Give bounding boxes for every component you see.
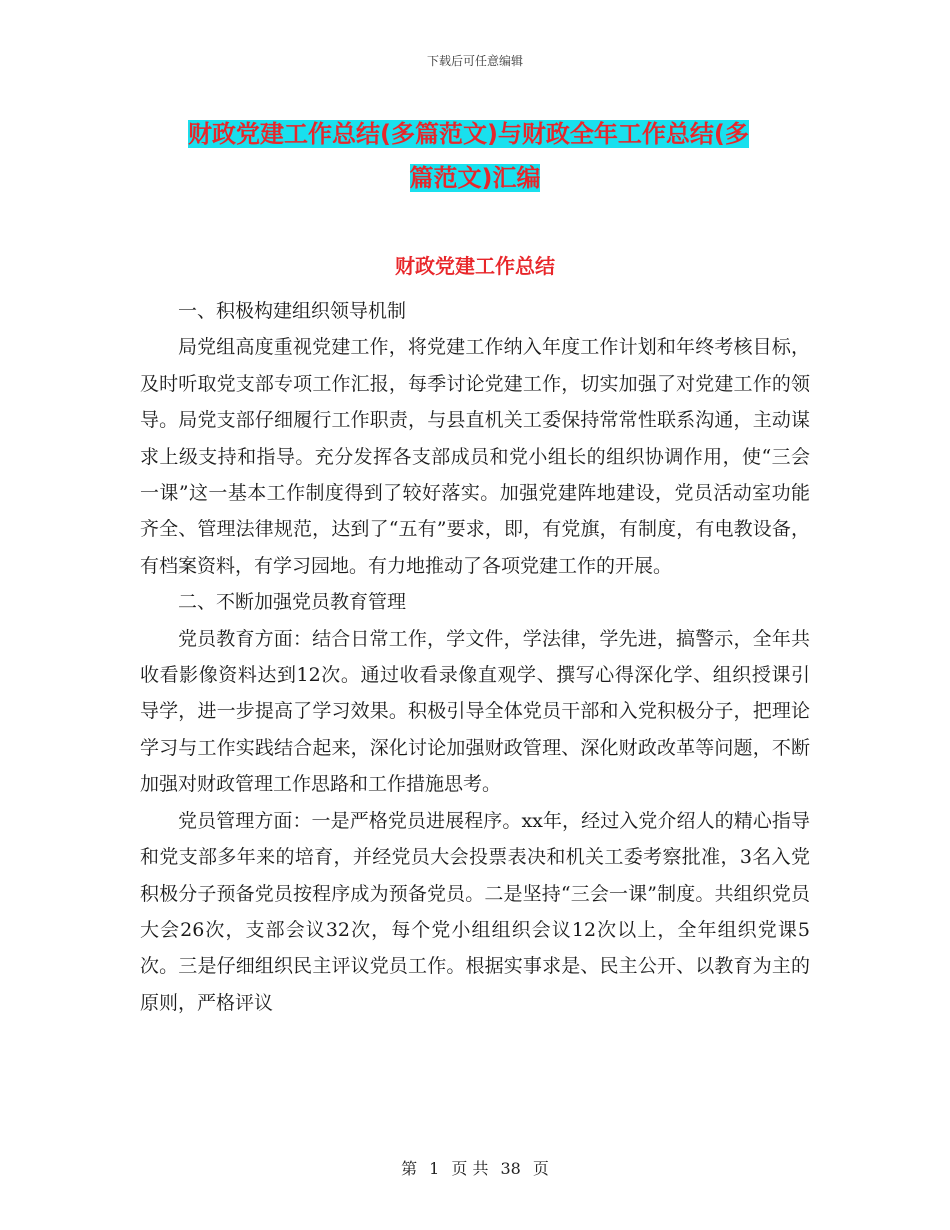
header-note: 下载后可任意编辑 — [426, 54, 523, 68]
page-footer — [0, 1156, 950, 1179]
page-total: 38 — [500, 1159, 521, 1178]
paragraph-3: 党员管理方面：一是严格党员进展程序。xx年，经过入党介绍人的精心指导和党支部多年来的培育，并经党员大会投票表决和机关工委考察批准，3名入党积极分子预备党员按程序成为预备党员。二是坚持“三会一课”制度。共组织党员大会26次，支部会议32次，每个党小组组织会议12次以上，全年组织党课5次。三是仔细组织民主评议党员工作。根据实事求是、民主公开、以教育为主的原则，严格评议 — [140, 809, 810, 1014]
section-heading-1: 一、积极构建组织领导机制 — [178, 300, 407, 322]
document-title-line-1: 财政党建工作总结(多篇范文)与财政全年工作总结(多 — [188, 120, 749, 148]
document-title — [140, 112, 810, 200]
section-title: 财政党建工作总结 — [395, 254, 555, 278]
paragraph-2: 党员教育方面：结合日常工作，学文件，学法律，学先进，搞警示，全年共收看影像资料达到12次。通过收看录像直观学、撰写心得深化学、组织授课引导学，进一步提高了学习效果。积极引导全体党员干部和入党积极分子，把理论学习与工作实践结合起来，深化讨论加强财政管理、深化财政改革等问题，不断加强对财政管理工作思路和工作措施思考。 — [140, 627, 810, 796]
footer-suffix: 页 — [532, 1159, 549, 1178]
footer-middle: 页 共 — [451, 1159, 489, 1178]
section-heading-2: 二、不断加强党员教育管理 — [178, 591, 407, 614]
document-title-line-2: 篇范文)汇编 — [409, 164, 541, 192]
paragraph-1: 局党组高度重视党建工作，将党建工作纳入年度工作计划和年终考核目标，及时听取党支部专项工作汇报，每季讨论党建工作，切实加强了对党建工作的领导。局党支部仔细履行工作职责，与县直机关工委保持常常性联系沟通，主动谋求上级支持和指导。充分发挥各支部成员和党小组长的组织协调作用，使“三会一课”这一基本工作制度得到了较好落实。加强党建阵地建设，党员活动室功能齐全、管理法律规范，达到了“五有”要求，即，有党旗，有制度，有电教设备，有档案资料，有学习园地。有力地推动了各项党建工作的开展。 — [140, 336, 810, 577]
footer-prefix: 第 — [401, 1159, 418, 1178]
page-number: 1 — [429, 1159, 440, 1178]
document-body — [140, 293, 810, 1021]
